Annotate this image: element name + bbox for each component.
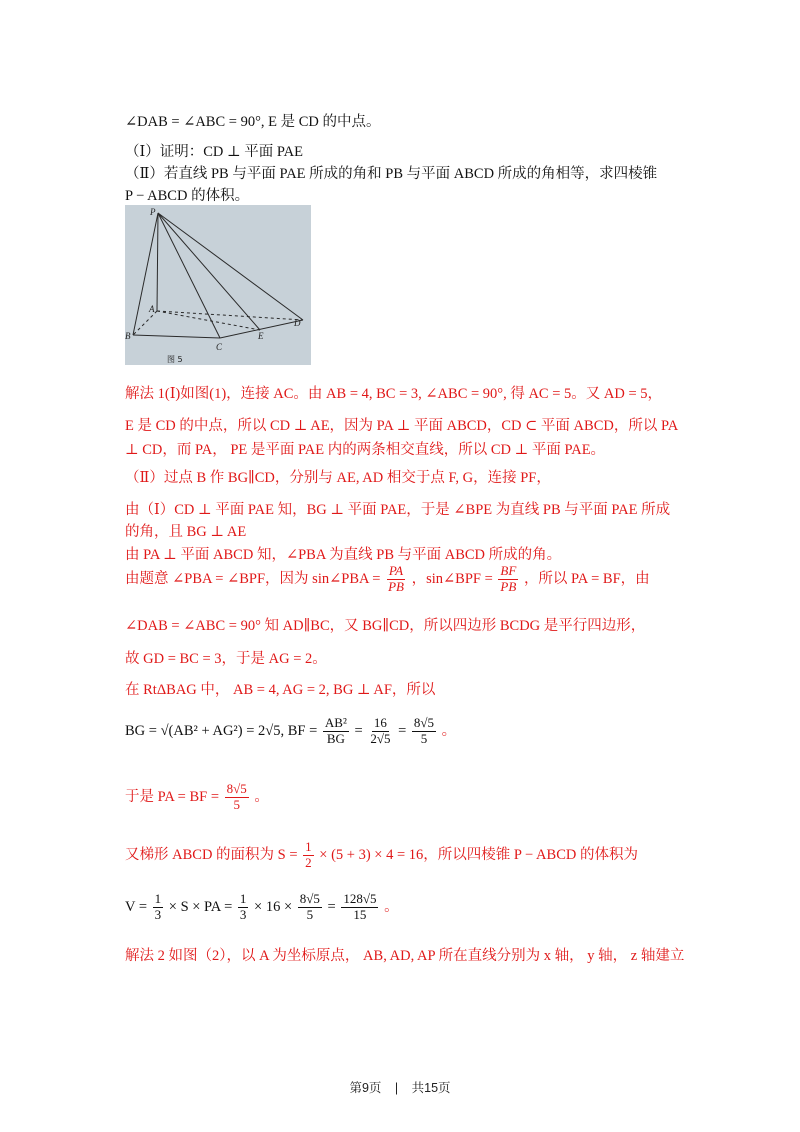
label-a: A [149,304,155,314]
frac-num: 1 [239,891,247,906]
label-e: E [258,331,264,341]
fraction-16-over-2root5 [368,716,392,747]
problem-part-1: （Ⅰ）证明：CD ⊥ 平面 PAE [125,144,303,160]
period: 。 [254,788,269,805]
solution-line-14-a: 又梯形 ABCD 的面积为 S = [125,846,298,863]
frac-den: 5 [233,796,240,812]
frac-num: 8√5 [299,891,320,906]
solution-line-16: 解法 2 如图（2），以 A 为坐标原点， AB, AD, AP 所在直线分别为 x 轴， y 轴， z 轴建立 [125,948,685,964]
frac-den: 5 [420,730,428,746]
formula-v-b: × S × PA = [168,898,233,915]
fraction-8root5-over-5 [298,892,322,923]
solution-line-8-a: 由题意 ∠PBA = ∠BPF，因为 sin∠PBA = [125,570,381,587]
frac-den: 2√5 [370,730,391,746]
frac-den: 5 [306,906,314,922]
frac-den: BG [326,730,345,746]
label-c: C [216,342,223,352]
solution-line-14 [125,840,638,871]
total-pages: 共15页 [411,1081,451,1095]
equals-sign: = [398,722,407,739]
fraction-8root5-over-5 [412,716,436,747]
frac-num: 128√5 [343,891,377,906]
period: 。 [441,722,457,739]
frac-num: 8√5 [413,715,435,730]
frac-den: 2 [305,854,312,870]
frac-den: 15 [353,906,367,922]
fraction-1-over-3 [238,892,249,923]
solution-line-2: E 是 CD 的中点，所以 CD ⊥ AE，因为 PA ⊥ 平面 ABCD，CD ⊂ 平面 ABCD，所以 PA [125,418,679,434]
fraction-1-over-2 [303,840,314,871]
frac-num: AB² [324,715,347,730]
pyramid-diagram [125,205,311,365]
fraction-bf-over-pb [498,564,518,595]
period: 。 [384,898,399,915]
solution-line-8-c: ，所以 PA = BF，由 [523,570,650,587]
pyramid-figure [125,205,311,365]
frac-num: 1 [154,891,162,906]
page-footer [0,1078,800,1096]
problem-line-1: ∠DAB = ∠ABC = 90°, E 是 CD 的中点。 [125,114,381,130]
fraction-1-over-3 [153,892,164,923]
solution-line-5: 由（Ⅰ）CD ⊥ 平面 PAE 知，BG ⊥ 平面 PAE，于是 ∠BPE 为直线 PB 与平面 PAE 所成 [125,502,671,518]
solution-line-9: ∠DAB = ∠ABC = 90° 知 AD∥BC，又 BG∥CD，所以四边形 BCDG 是平行四边形， [125,618,646,634]
solution-line-4: （Ⅱ）过点 B 作 BG∥CD，分别与 AE, AD 相交于点 F, G，连接 PF， [125,470,551,486]
solution-line-10: 故 GD = BC = 3，于是 AG = 2。 [125,651,327,667]
frac-den: PB [388,578,404,594]
problem-part-2-cont: P − ABCD 的体积。 [125,188,250,204]
solution-line-8-b: ，sin∠BPF = [411,570,493,587]
fraction-128root5-over-15 [341,892,378,923]
solution-line-14-b: × (5 + 3) × 4 = 16，所以四棱锥 P − ABCD 的体积为 [319,846,638,863]
solution-line-13 [125,782,269,813]
page-number: 第9页 [349,1081,382,1095]
frac-num: 1 [305,839,312,854]
frac-num: 16 [373,715,387,730]
frac-num: 8√5 [226,781,247,796]
formula-bg-bf [125,716,456,747]
frac-den: PB [500,578,517,594]
label-b: B [125,331,131,341]
label-d: D [294,318,301,328]
fraction-pa-over-pb [386,564,406,595]
solution-line-13-a: 于是 PA = BF = [125,788,219,805]
formula-v-a: V = [125,898,148,915]
frac-den: 3 [154,906,162,922]
fraction-ab2-over-bg [323,716,349,747]
figure-caption: 图 5 [167,355,183,364]
solution-line-11: 在 RtΔBAG 中， AB = 4, AG = 2, BG ⊥ AF，所以 [125,682,436,698]
formula-bg-a: BG = √(AB² + AG²) = 2√5, BF = [125,722,318,739]
frac-num: BF [500,563,517,578]
solution-line-7: 由 PA ⊥ 平面 ABCD 知，∠PBA 为直线 PB 与平面 ABCD 所成的角。 [125,547,562,563]
solution-line-1: 解法 1(Ⅰ)如图(1)，连接 AC。由 AB = 4, BC = 3, ∠ABC = 90°, 得 AC = 5。又 AD = 5， [125,386,663,402]
fraction-8root5-over-5 [225,782,249,813]
formula-volume [125,892,399,923]
equals-sign: = [354,722,363,739]
formula-v-c: × 16 × [254,898,293,915]
solution-line-6: 的角，且 BG ⊥ AE [125,524,247,540]
frac-den: 3 [239,906,247,922]
solution-line-8 [125,564,650,595]
footer-separator: | [394,1081,399,1095]
problem-part-2: （Ⅱ）若直线 PB 与平面 PAE 所成的角和 PB 与平面 ABCD 所成的角相等，求四棱锥 [125,166,658,182]
solution-line-3: ⊥ CD，而 PA， PE 是平面 PAE 内的两条相交直线，所以 CD ⊥ 平面 PAE。 [125,442,606,458]
equals-sign: = [327,898,336,915]
frac-num: PA [388,563,404,578]
label-p: P [150,207,156,217]
